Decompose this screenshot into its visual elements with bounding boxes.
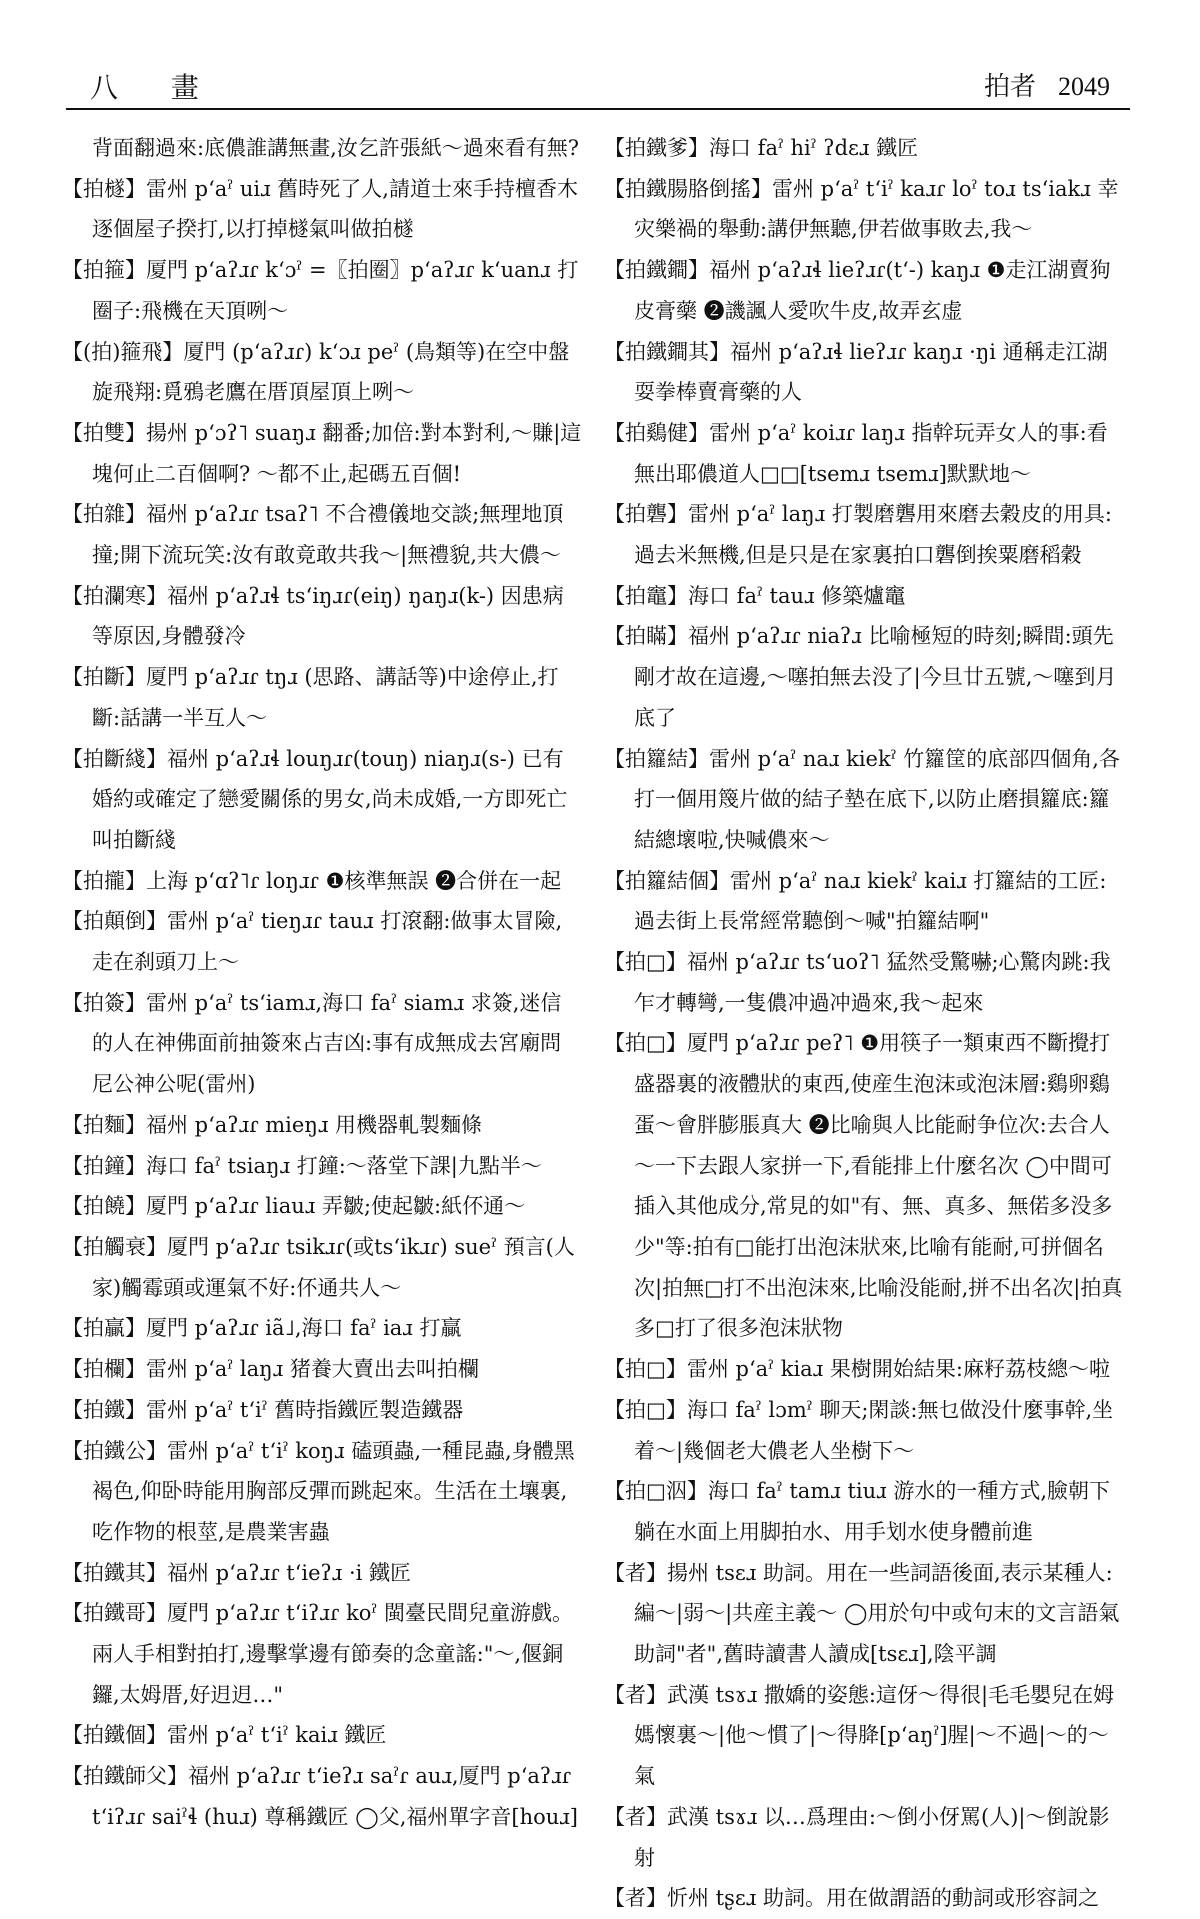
entry-definition: 福州 pʻaʔɹɬ louŋɹɾ(touŋ) niaŋɹ(s-) 已有婚約或確定了戀愛關係的男女,尚未成婚,一方即死亡叫拍斷綫	[92, 746, 568, 852]
entry-headword: 【者】	[604, 1682, 667, 1707]
entry-definition: 厦門 pʻaʔɹɾ peʔ˥ ❶用筷子一類東西不斷攪打盛器裏的液體狀的東西,使産生泡沫或泡沫層:鷄卵鷄蛋～會胖膨脹真大 ❷比喻與人比能耐争位次:去合人～一下去跟人家拼一下,看能排上什麼名次 ◯中間可插入其他成分,常見的如"有、無、真多、無偌多没多少"等:拍有□能打出泡沫狀來,比喻有能耐,可拼個名次|拍無□打不出泡沫來,比喻没能耐,拼不出名次|拍真多□打了很多泡沫狀物	[634, 1031, 1123, 1341]
dictionary-entry	[604, 1390, 1124, 1471]
entry-headword: 【拍觸衰】	[62, 1234, 167, 1259]
dictionary-entry	[62, 983, 582, 1105]
entry-definition: 福州 pʻaʔɹɾ mieŋɹ 用機器軋製麵條	[146, 1112, 483, 1137]
entry-definition: 海口 faˀ hiˀ ʔdɛɹ 鐵匠	[709, 136, 919, 160]
dictionary-entry	[62, 1715, 582, 1756]
entry-definition: 揚州 pʻɔʔ˥ suaŋɹ 翻番;加倍:對本對利,～賺|這塊何止二百個啊? ～都不止,起碼五百個!	[92, 420, 582, 486]
dictionary-entry	[62, 494, 582, 575]
entry-definition: 雷州 pʻaˀ tʻiˀ kaiɹ 鐵匠	[167, 1723, 387, 1748]
entry-headword: 【拍箍】	[62, 258, 146, 283]
entry-definition: 雷州 pʻaˀ tieŋɹɾ tauɹ 打滾翻:做事太冒險,走在刹頭刀上～	[92, 909, 563, 975]
entry-headword: 【拍斷】	[62, 665, 146, 690]
entry-definition: 福州 pʻaʔɹɾ tʻieʔɹ ·i 鐵匠	[167, 1560, 412, 1585]
entry-definition: 海口 faˀ tamɹ tiuɹ 游水的一種方式,臉朝下躺在水面上用脚拍水、用手划水使身體前進	[634, 1479, 1110, 1544]
dictionary-entry	[604, 1349, 1124, 1390]
dictionary-entry	[62, 1227, 582, 1308]
entry-headword: 【拍斷綫】	[62, 746, 167, 771]
dictionary-entry	[62, 1431, 582, 1553]
dictionary-entry	[62, 1146, 582, 1187]
dictionary-entry	[604, 576, 1124, 617]
entry-headword: 【拍顛倒】	[62, 909, 167, 934]
entry-headword: 【拍贏】	[62, 1316, 146, 1341]
entry-definition: 厦門 pʻaʔɹɾ tsikɹɾ(或tsʻikɹɾ) sueˀ 預言(人家)觸霉頭或運氣不好:伓通共人～	[92, 1234, 575, 1300]
entry-headword: 【拍鐵鐧其】	[604, 339, 730, 364]
entry-definition: 厦門 pʻaʔɹɾ liauɹ 弄皺;使起皺:紙伓通～	[146, 1194, 526, 1219]
dictionary-entry	[62, 250, 582, 331]
guide-words: 拍者	[983, 72, 1036, 102]
entry-headword: 【拍□】	[604, 1357, 687, 1382]
dictionary-entry	[62, 1105, 582, 1146]
entry-definition: 武漢 tsɤɹ 以…爲理由:～倒小伢罵(人)|～倒說影射	[634, 1804, 1110, 1870]
dictionary-entry	[62, 332, 582, 413]
entry-definition: 厦門 pʻaʔɹɾ kʻɔˀ =〖拍圈〗pʻaʔɹɾ kʻuanɹ 打圈子:飛機在天頂咧～	[92, 258, 579, 323]
entry-headword: 【拍欄】	[62, 1357, 146, 1382]
entry-definition: 雷州 pʻaˀ laŋɹ 打製磨礱用來磨去穀皮的用具:過去米無機,但是只是在家裏拍口礱倒挨粟磨稻穀	[634, 502, 1112, 568]
entry-definition: 雷州 pʻaˀ koiɹɾ laŋɹ 指幹玩弄女人的事:看無出耶儂道人□□[tsemɹ tsemɹ]默默地～	[634, 420, 1108, 486]
entry-definition: 海口 faˀ tsiaŋɹ 打鐘:～落堂下課|九點半～	[146, 1153, 542, 1178]
entry-headword: 【拍瞞】	[604, 624, 688, 649]
entry-definition: 福州 pʻaʔɹɬ tsʻiŋɹɾ(eiŋ) ŋaŋɹ(k-) 因患病等原因,身體發冷	[92, 583, 564, 649]
entry-definition: 忻州 tʂɛɹ 助詞。用在做謂語的動詞或形容詞之	[667, 1886, 1099, 1911]
dictionary-entry	[62, 413, 582, 494]
entry-headword: 【拍鐵爹】	[604, 136, 709, 160]
entry-headword: 【拍鐘】	[62, 1153, 146, 1178]
dictionary-entry	[604, 1471, 1124, 1552]
entry-definition: 福州 pʻaʔɹɾ tsaʔ˥ 不合禮儀地交談;無理地頂撞;開下流玩笑:汝有敢竟敢共我～|無禮貌,共大儂～	[92, 502, 564, 568]
entry-definition: 雷州 pʻaˀ uiɹ 舊時死了人,請道士來手持檀香木逐個屋子揆打,以打掉檖氣叫做拍檖	[92, 176, 578, 242]
dictionary-entry	[604, 1797, 1124, 1878]
dictionary-entry	[604, 494, 1124, 575]
dictionary-entry	[604, 1023, 1124, 1349]
dictionary-entry	[604, 250, 1124, 331]
dictionary-entry	[604, 861, 1124, 942]
entry-definition: 雷州 pʻaˀ tʻiˀ koŋɹ 磕頭蟲,一種昆蟲,身體黑褐色,仰卧時能用胸部反彈而跳起來。生活在土壤裏,吃作物的根莖,是農業害蟲	[92, 1438, 575, 1544]
entry-headword: 【拍礱】	[604, 502, 688, 527]
dictionary-entry	[62, 1349, 582, 1390]
entry-headword: 【者】	[604, 1804, 667, 1829]
entry-headword: 【拍饒】	[62, 1194, 146, 1219]
dictionary-entry	[62, 1553, 582, 1594]
entry-definition: 武漢 tsɤɹ 撒嬌的姿態:這伢～得很|毛毛嬰兒在姆媽懷裏～|他～慣了|～得胮[pʻaŋˀ]腥|～不過|～的～氣	[634, 1682, 1115, 1789]
dictionary-entry	[604, 413, 1124, 494]
dictionary-entry	[604, 739, 1124, 861]
dictionary-entry	[604, 616, 1124, 738]
entry-definition: 厦門 pʻaʔɹɾ tŋɹ (思路、講話等)中途停止,打斷:話講一半互人～	[92, 665, 559, 730]
dictionary-entry	[62, 576, 582, 657]
entry-headword: 【拍麵】	[62, 1112, 146, 1137]
entry-definition: 雷州 pʻaˀ naɹ kiekˀ 竹籮筐的底部四個角,各打一個用篾片做的結子墊在底下,以防止磨損籮底:籮結總壞啦,快喊儂來～	[634, 746, 1120, 852]
entry-definition: 雷州 pʻaˀ kiaɹ 果樹開始結果:麻籽荔枝總～啦	[686, 1357, 1110, 1382]
entry-headword: 【者】	[604, 1886, 667, 1911]
entry-definition: 雷州 pʻaˀ tʻiˀ 舊時指鐵匠製造鐵器	[146, 1397, 464, 1422]
entry-headword: 【拍鐵師父】	[62, 1764, 188, 1789]
dictionary-entry	[62, 739, 582, 861]
entry-headword: 【拍雙】	[62, 420, 146, 445]
dictionary-entry	[604, 1675, 1124, 1797]
entry-definition: 雷州 pʻaˀ tsʻiamɹ,海口 faˀ siamɹ 求簽,迷信的人在神佛面前抽簽來占吉凶:事有成無成去宮廟問尼公神公呢(雷州)	[92, 990, 562, 1097]
dictionary-entry	[62, 901, 582, 982]
entry-definition: 海口 faˀ tauɹ 修築爐竈	[688, 583, 906, 608]
entry-definition: 福州 pʻaʔɹɬ lieʔɹɾ kaŋɹ ·ŋi 通稱走江湖耍拳棒賣膏藥的人	[634, 339, 1108, 405]
dictionary-entry	[62, 1186, 582, 1227]
entry-headword: 【拍□】	[604, 950, 687, 975]
entry-headword: 【拍鐵】	[62, 1397, 146, 1422]
entry-headword: 【拍鐵哥】	[62, 1601, 167, 1626]
running-head	[984, 66, 1110, 103]
entry-definition: 雷州 pʻaˀ laŋɹ 猪養大賣出去叫拍欄	[146, 1357, 479, 1382]
dictionary-entry	[62, 657, 582, 738]
entry-definition: 雷州 pʻaˀ tʻiˀ kaɹɾ loˀ toɹ tsʻiakɹ 幸灾樂禍的舉動:講伊無聽,伊若做事敗去,我～	[634, 176, 1119, 242]
entry-definition: 福州 pʻaʔɹɾ tʻieʔɹ saˀɾ auɹ,厦門 pʻaʔɹɾ tʻiʔɹɾ saiˀɬ (huɹ) 尊稱鐵匠 ◯父,福州單字音[houɹ]	[92, 1764, 578, 1829]
dictionary-entry	[62, 1756, 582, 1837]
entry-headword: 【拍鐵個】	[62, 1723, 167, 1748]
right-column	[604, 128, 1124, 1911]
entry-headword: 【者】	[604, 1560, 667, 1585]
dictionary-entry	[604, 1553, 1124, 1675]
section-title: 八 畫	[90, 71, 221, 104]
entry-headword: 【拍雜】	[62, 502, 146, 527]
entry-headword: 【拍籮結個】	[604, 868, 730, 893]
entry-headword: 【拍竈】	[604, 583, 688, 608]
entry-definition: 厦門 (pʻaʔɹɾ) kʻɔɹ peˀ (鳥類等)在空中盤旋飛翔:覓鴉老鷹在厝頂屋頂上咧～	[92, 339, 570, 405]
dictionary-entry	[62, 1390, 582, 1431]
dictionary-entry	[604, 942, 1124, 1023]
entry-definition: 雷州 pʻaˀ naɹ kiekˀ kaiɹ 打籮結的工匠:過去街上長常經常聽倒～喊"拍籮結啊"	[634, 868, 1107, 934]
page-number: 2049	[1058, 72, 1110, 101]
entry-headword: 【拍鐵鐧】	[604, 258, 709, 283]
dictionary-entry	[62, 169, 582, 250]
left-column	[62, 128, 582, 1829]
dictionary-entry	[604, 128, 1124, 169]
entry-headword: 【(拍)箍飛】	[62, 339, 184, 364]
entry-definition: 厦門 pʻaʔɹɾ iã˩,海口 faˀ iaɹ 打贏	[146, 1316, 462, 1341]
entry-headword: 【拍攏】	[62, 868, 146, 893]
entry-headword: 【拍鐵腸胳倒搖】	[604, 176, 772, 201]
entry-headword: 【拍瀾寒】	[62, 583, 167, 608]
entry-headword: 【拍□】	[604, 1397, 687, 1422]
entry-definition: 背面翻過來:底儂誰講無畫,汝乞許張紙～過來看有無?	[92, 136, 580, 160]
entry-headword: 【拍□】	[604, 1031, 687, 1056]
dictionary-entry	[62, 1308, 582, 1349]
entry-definition: 福州 pʻaʔɹɾ niaʔɹ 比喻極短的時刻;瞬間:頭先剛才故在這邊,～噻拍無去没了|今旦廿五號,～噻到月底了	[634, 624, 1117, 730]
page-header	[66, 64, 1130, 110]
dictionary-entry	[62, 128, 582, 169]
entry-headword: 【拍籮結】	[604, 746, 709, 771]
dictionary-entry	[604, 332, 1124, 413]
entry-definition: 上海 pʻɑʔ˥ɾ loŋɹɾ ❶核準無誤 ❷合併在一起	[146, 868, 562, 893]
entry-definition: 揚州 tsɛɹ 助詞。用在一些詞語後面,表示某種人:編～|弱～|共産主義～ ◯用於句中或句末的文言語氣助詞"者",舊時讀書人讀成[tsɛɹ],陰平調	[634, 1560, 1120, 1667]
dictionary-entry	[62, 861, 582, 902]
entry-headword: 【拍簽】	[62, 990, 146, 1015]
entry-headword: 【拍檖】	[62, 176, 146, 201]
dictionary-entry	[604, 169, 1124, 250]
entry-definition: 福州 pʻaʔɹɬ lieʔɹɾ(tʻ-) kaŋɹ ❶走江湖賣狗皮膏藥 ❷譏諷人愛吹牛皮,故弄玄虚	[634, 258, 1111, 323]
entry-definition: 厦門 pʻaʔɹɾ tʻiʔɹɾ koˀ 閩臺民間兒童游戲。兩人手相對拍打,邊擊掌邊有節奏的念童謠:"～,偃銅鑼,太姆厝,好迌迌…"	[92, 1601, 573, 1707]
entry-headword: 【拍鷄健】	[604, 420, 709, 445]
entry-headword: 【拍□泅】	[604, 1479, 708, 1504]
entry-definition: 福州 pʻaʔɹɾ tsʻuoʔ˥ 猛然受驚嚇;心驚肉跳:我乍才轉彎,一隻儂冲過冲過來,我～起來	[634, 950, 1111, 1015]
dictionary-entry	[604, 1878, 1124, 1919]
dictionary-entry	[62, 1593, 582, 1715]
entry-headword: 【拍鐵其】	[62, 1560, 167, 1585]
entry-definition: 海口 faˀ lɔmˀ 聊天;閑談:無乜做没什麼事幹,坐着～|幾個老大儂老人坐樹下～	[634, 1397, 1114, 1463]
entry-headword: 【拍鐵公】	[62, 1438, 167, 1463]
